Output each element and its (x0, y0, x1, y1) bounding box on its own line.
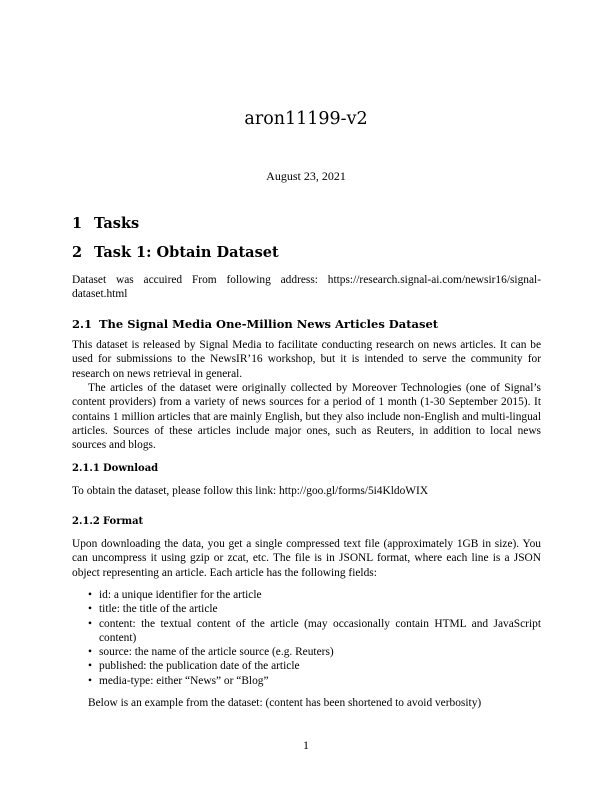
bullet-icon: • (88, 603, 92, 616)
section-2-heading (72, 244, 541, 261)
download-paragraph: To obtain the dataset, please follow this link: http://goo.gl/forms/5i4KldoWIX (72, 485, 429, 497)
list-item: • media-type: either “News” or “Blog” (88, 674, 269, 687)
list-item: • id: a unique identifier for the article (88, 589, 262, 601)
section-number: 1 (72, 215, 83, 232)
document-title: aron11199-v2 (244, 109, 368, 129)
subsubsection-number: 2.1.2 (72, 516, 100, 527)
list-item: • source: the name of the article source (e.g. Reuters) (88, 646, 334, 659)
subsubsection-title: Download (103, 463, 159, 474)
bullet-icon: • (88, 617, 92, 630)
document-date: August 23, 2021 (266, 169, 346, 183)
subsubsection-number: 2.1.1 (72, 463, 100, 474)
list-item: • published: the publication date of the article (88, 660, 300, 673)
subsubsection-2-1-1-heading (72, 463, 541, 474)
page-number: 1 (303, 738, 309, 752)
format-paragraph: Upon downloading the data, you get a single compressed text file (approximately 1GB in size). You can uncompress it using gzip or zcat, etc. The file is in JSONL format, where each line is a JSON object representing an article. Each article has the following fields: (72, 538, 541, 579)
list-item: • content: the textual content of the article (may occasionally contain HTML and JavaScript content) (88, 617, 541, 644)
task1-intro-paragraph: Dataset was accuired From following address: https://research.signal-ai.com/newsir16/signal-dataset.html (72, 274, 541, 301)
subsubsection-2-1-2-heading (72, 516, 541, 527)
subsection-number: 2.1 (72, 317, 93, 331)
field-list (88, 588, 541, 688)
subsection-2-1-paragraph-2: The articles of the dataset were originally collected by Moreover Technologies (one of Signal’s content providers) from a variety of news sources for a period of 1 month (1-30 September 2015). It contains 1 million articles that are mainly English, but they also include non-English and multi-lingual articles. Sources of these articles include major ones, such as Reuters, in addition to local news sources and blogs. (72, 382, 541, 452)
section-number: 2 (72, 244, 83, 261)
subsection-title: The Signal Media One-Million News Articles Dataset (99, 317, 439, 331)
list-item: • title: the title of the article (88, 603, 218, 616)
bullet-icon: • (88, 646, 92, 659)
subsection-2-1-paragraph-1: This dataset is released by Signal Media to facilitate conducting research on news articles. It can be used for submissions to the NewsIR’16 workshop, but it is intended to serve the community for research on news retrieval in general. (72, 339, 541, 380)
subsection-2-1-heading (72, 317, 541, 331)
example-intro-paragraph: Below is an example from the dataset: (content has been shortened to avoid verbosity) (88, 697, 482, 709)
bullet-icon: • (88, 589, 92, 601)
bullet-icon: • (88, 674, 92, 687)
bullet-icon: • (88, 660, 92, 673)
section-1-heading (72, 215, 541, 232)
subsubsection-title: Format (103, 516, 144, 527)
section-title: Tasks (94, 215, 140, 232)
section-title: Task 1: Obtain Dataset (94, 244, 279, 261)
